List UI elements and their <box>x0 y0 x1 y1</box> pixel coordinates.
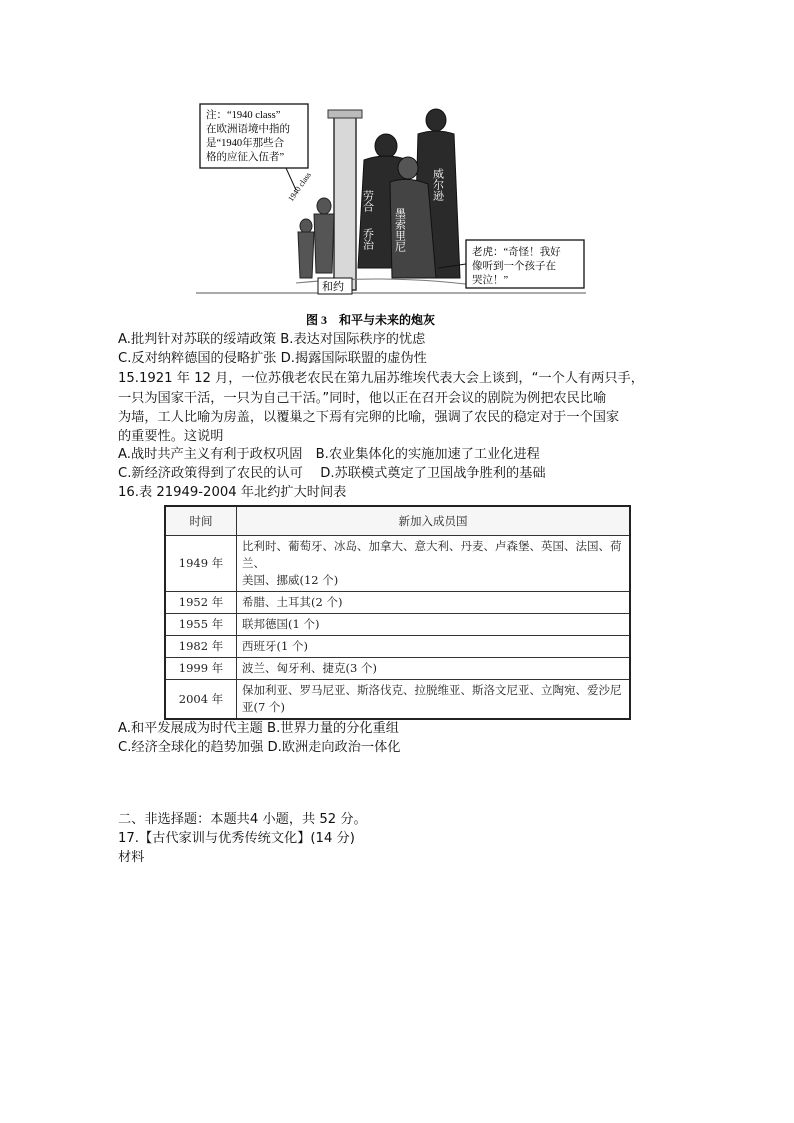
note-line-1: 注：“1940 class” <box>206 110 281 121</box>
row-members: 西班牙(1 个) <box>237 636 631 658</box>
row-members: 波兰、匈牙利、捷克(3 个) <box>237 658 631 680</box>
q17-material-label: 材料 <box>118 850 145 865</box>
q15-stem-line-1: 15.1921 年 12 月，一位苏俄老农民在第九届苏维埃代表大会上谈到，“一个人有两只手， <box>118 371 644 386</box>
note-line-2: 在欧洲语境中指的 <box>206 124 290 135</box>
label-qiaozhi: 乔治 <box>361 228 375 250</box>
label-laohe: 劳合 <box>361 190 375 212</box>
row-members-line: 亚(7 个) <box>242 700 285 714</box>
row-members: 希腊、土耳其(2 个) <box>237 592 631 614</box>
table-row <box>165 614 630 636</box>
q16-option-line-1: A.和平发展成为时代主题 B.世界力量的分化重组 <box>118 721 399 736</box>
child-label: 1940 class <box>286 170 313 204</box>
label-wilson: 威尔逊 <box>431 168 445 201</box>
tiger-quote-1: 老虎：“奇怪！我好 <box>472 247 561 258</box>
q17-title: 17.【古代家训与优秀传统文化】(14 分) <box>118 831 355 846</box>
figure-caption: 图 3 和平与未来的炮灰 <box>306 313 436 327</box>
row-year: 1982 年 <box>165 636 237 658</box>
table-row <box>165 536 630 592</box>
header-members: 新加入成员国 <box>237 506 631 536</box>
section2-heading: 二、非选择题：本题共4 小题，共 52 分。 <box>118 812 367 827</box>
q15-stem-line-2: 一只为国家干活，一只为自己干活。”同时，他以正在召开会议的剧院为例把农民比喻 <box>118 391 607 406</box>
nato-expansion-table <box>164 505 631 720</box>
note-line-4: 格的应征入伍者” <box>206 152 285 163</box>
q16-title: 16.表 21949-2004 年北约扩大时间表 <box>118 485 347 500</box>
note-line-3: 是“1940年那些合 <box>206 138 285 149</box>
q14-option-line-2: C.反对纳粹德国的侵略扩张 D.揭露国际联盟的虚伪性 <box>118 351 427 366</box>
row-year: 2004 年 <box>165 680 237 720</box>
header-time: 时间 <box>165 506 237 536</box>
row-members <box>237 680 631 720</box>
table-row <box>165 592 630 614</box>
q16-option-line-2: C.经济全球化的趋势加强 D.欧洲走向政治一体化 <box>118 740 401 755</box>
cartoon-figure <box>196 98 586 330</box>
q15-option-line-2: C.新经济政策得到了农民的认可 D.苏联模式奠定了卫国战争胜利的基础 <box>118 466 546 481</box>
label-heyue: 和约 <box>322 280 344 293</box>
q15-stem-line-4: 的重要性。这说明 <box>118 429 224 444</box>
q15-stem-line-3: 为墙，工人比喻为房盖，以覆巢之下焉有完卵的比喻，强调了农民的稳定对于一个国家 <box>118 410 620 425</box>
table-row <box>165 636 630 658</box>
tiger-quote-3: 哭泣！” <box>472 275 509 286</box>
table-header-row <box>165 506 630 536</box>
table-row <box>165 680 630 720</box>
tiger-quote-2: 像听到一个孩子在 <box>472 261 556 272</box>
row-members-line: 美国、挪威(12 个) <box>242 573 339 587</box>
cartoon-image <box>196 98 586 330</box>
row-year: 1999 年 <box>165 658 237 680</box>
q15-option-line-1: A.战时共产主义有利于政权巩固 B.农业集体化的实施加速了工业化进程 <box>118 447 540 462</box>
row-year: 1949 年 <box>165 536 237 592</box>
row-members <box>237 536 631 592</box>
label-mussolini: 墨索里尼 <box>393 208 407 252</box>
row-members-line: 保加利亚、罗马尼亚、斯洛伐克、拉脱维亚、斯洛文尼亚、立陶宛、爱沙尼 <box>242 683 622 697</box>
row-year: 1955 年 <box>165 614 237 636</box>
row-members: 联邦德国(1 个) <box>237 614 631 636</box>
table-row <box>165 658 630 680</box>
q14-option-line-1: A.批判针对苏联的绥靖政策 B.表达对国际秩序的忧虑 <box>118 332 426 347</box>
row-year: 1952 年 <box>165 592 237 614</box>
row-members-line: 比利时、葡萄牙、冰岛、加拿大、意大利、丹麦、卢森堡、英国、法国、荷兰、 <box>242 539 622 570</box>
